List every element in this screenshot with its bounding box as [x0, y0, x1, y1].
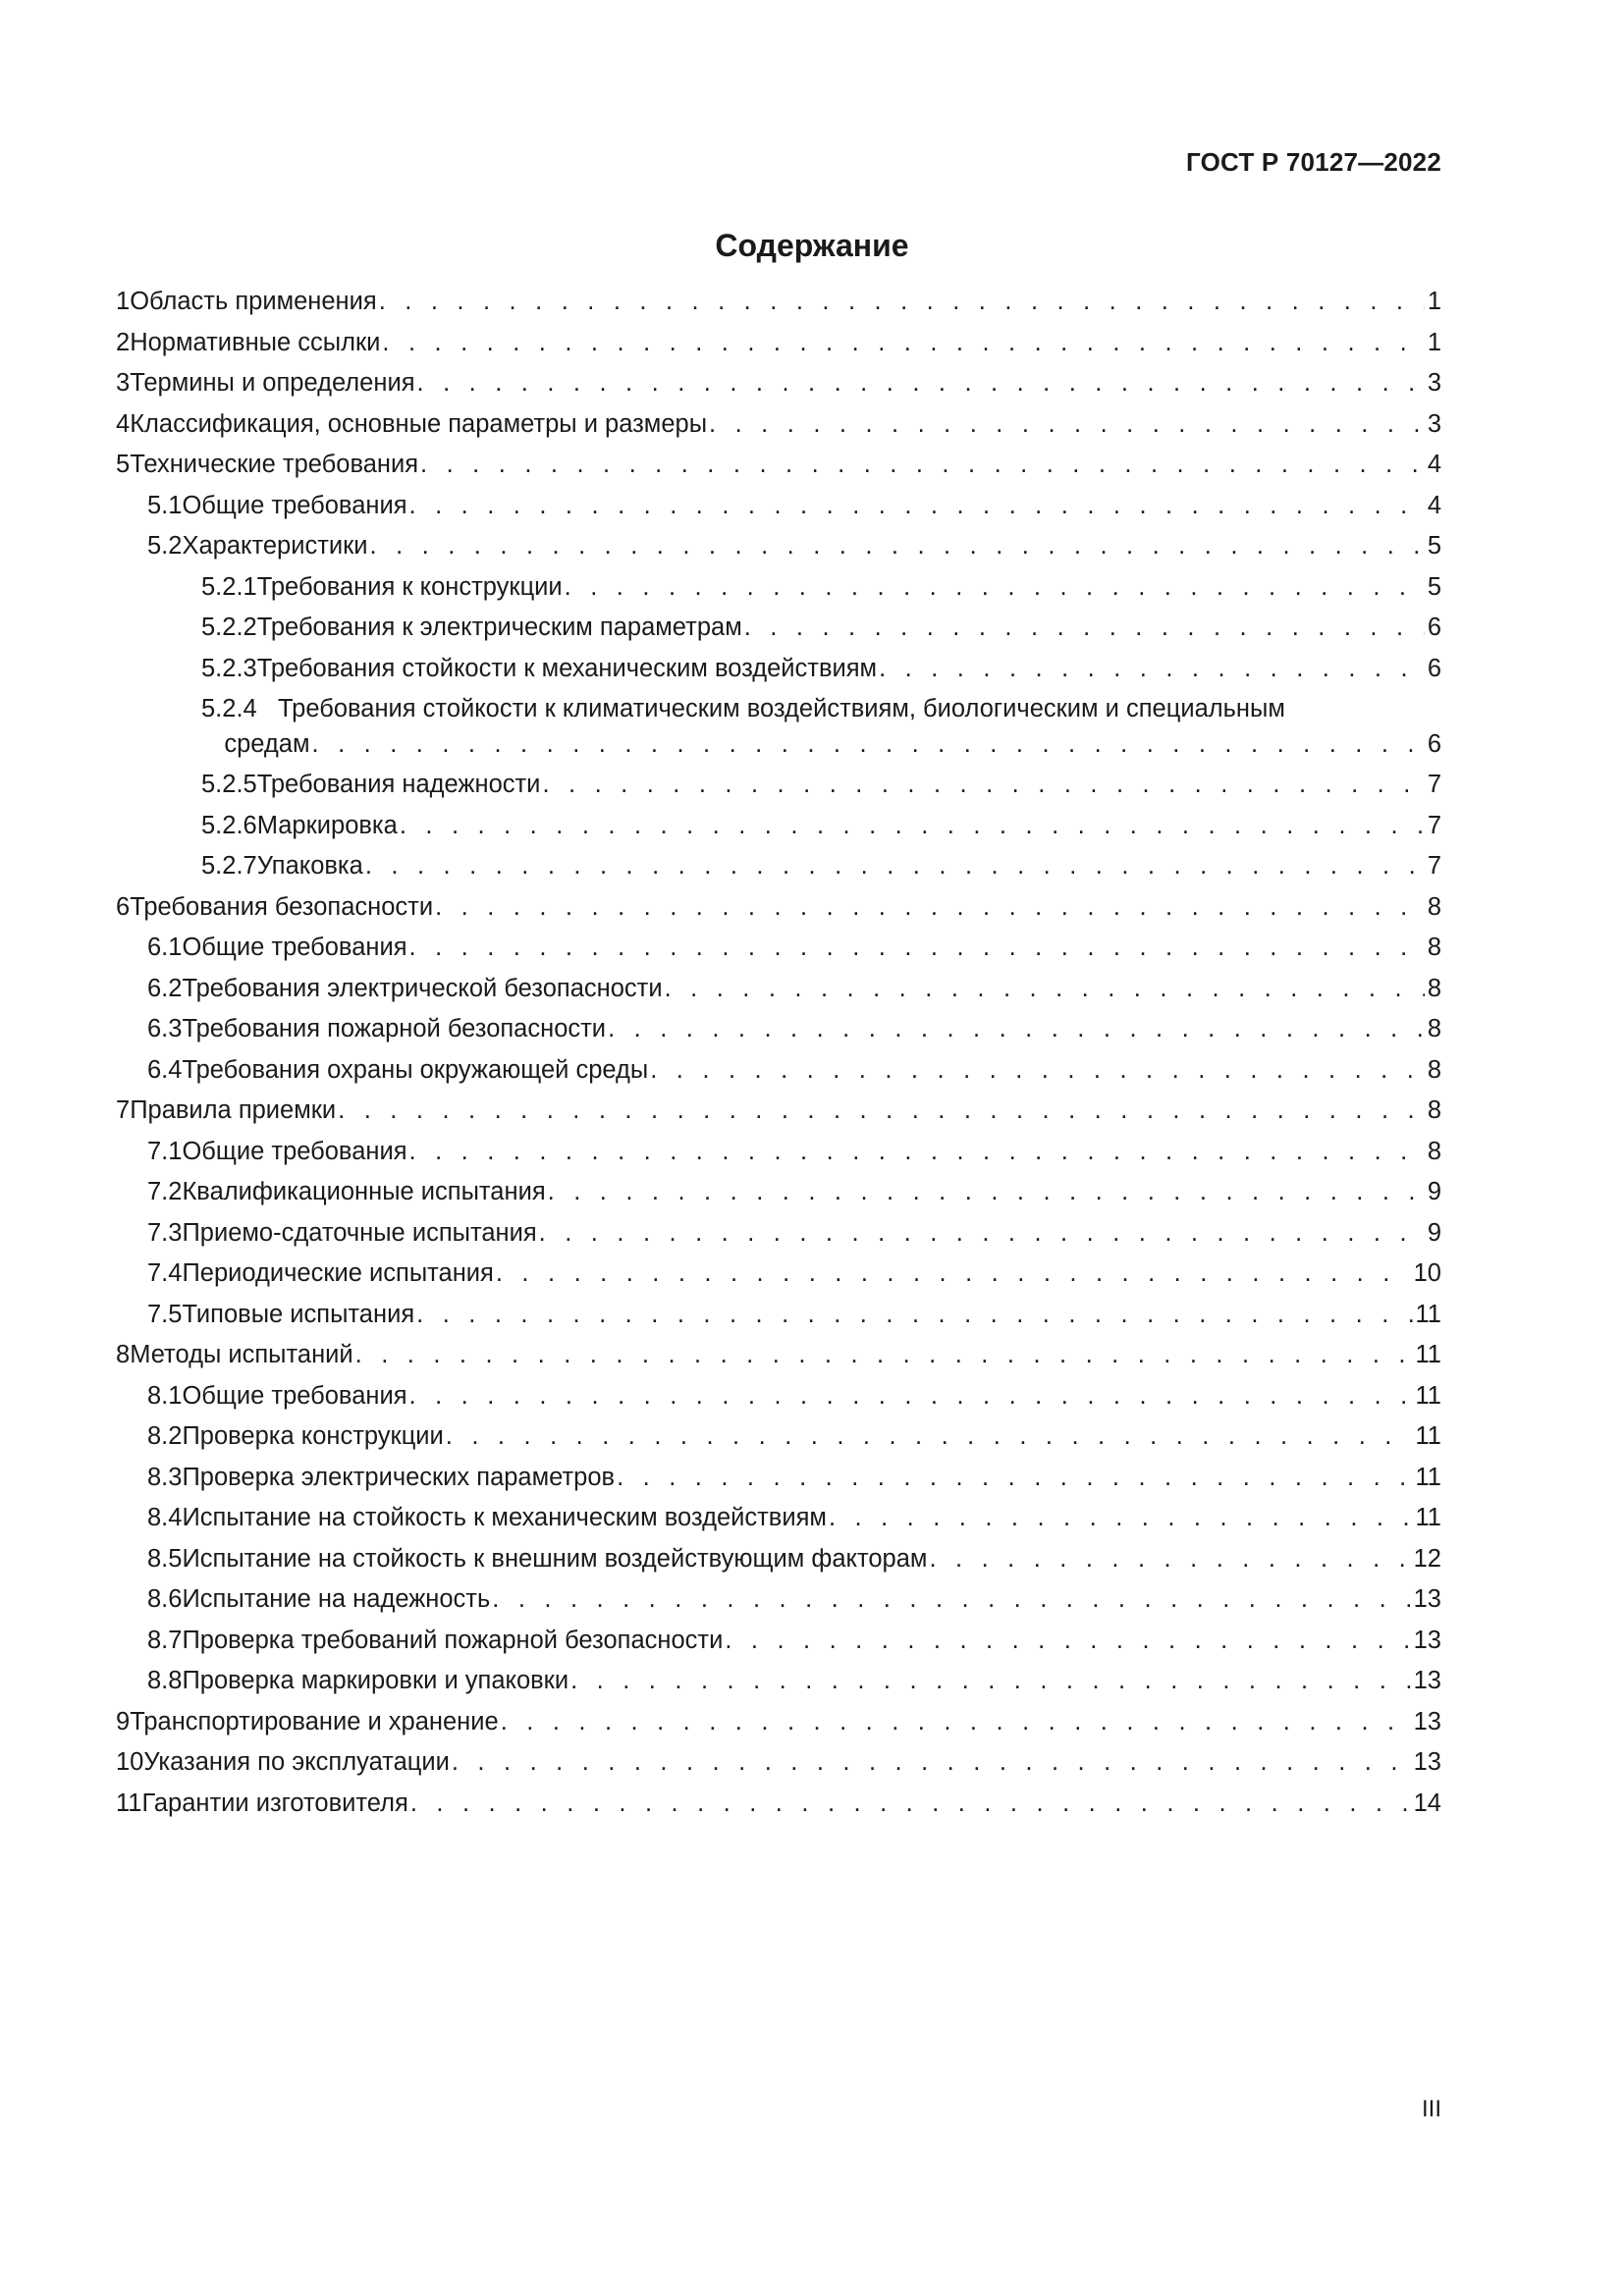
toc-entry-page: 8 — [1427, 934, 1441, 961]
toc-entry-page: 8 — [1427, 1015, 1441, 1042]
toc-entry[interactable] — [116, 1422, 1441, 1464]
toc-entry-number: 7.2 — [147, 1178, 183, 1205]
toc-dot-leader — [338, 1096, 1425, 1124]
toc-entry-page: 5 — [1427, 532, 1441, 560]
toc-entry[interactable] — [116, 329, 1441, 370]
toc-entry[interactable] — [116, 934, 1441, 975]
toc-dot-leader — [501, 1708, 1411, 1735]
toc-entry[interactable] — [116, 369, 1441, 410]
toc-entry-number: 5 — [116, 451, 131, 478]
toc-entry-title: Маркировка — [256, 811, 398, 839]
toc-entry-number: 10 — [116, 1748, 144, 1776]
toc-dot-leader — [400, 812, 1425, 839]
toc-dot-leader — [617, 1464, 1412, 1491]
toc-dot-leader — [744, 614, 1425, 641]
toc-entry-title: Нормативные ссылки — [130, 328, 381, 356]
toc-entry[interactable] — [116, 492, 1441, 533]
toc-entry-title: Общие требования — [182, 934, 407, 961]
toc-entry-page: 12 — [1413, 1544, 1441, 1573]
toc-entry-number: 7.1 — [147, 1137, 183, 1165]
toc-entry-page: 11 — [1415, 1422, 1441, 1450]
toc-entry-page: 8 — [1427, 974, 1441, 1002]
toc-dot-leader — [709, 410, 1425, 438]
toc-entry[interactable] — [116, 1382, 1441, 1423]
toc-dot-leader — [496, 1259, 1411, 1287]
toc-entry-number: 11 — [116, 1789, 142, 1817]
toc-entry-page: 11 — [1415, 1504, 1441, 1531]
toc-entry-page: 7 — [1427, 852, 1441, 880]
toc-entry-page: 9 — [1427, 1218, 1441, 1247]
toc-dot-leader — [548, 1178, 1425, 1205]
toc-entry-number: 8.1 — [147, 1381, 183, 1410]
toc-entry-page: 10 — [1413, 1259, 1441, 1287]
toc-entry-title: Общие требования — [182, 1137, 407, 1165]
toc-entry-number: 7.5 — [147, 1300, 183, 1328]
toc-entry-title: Общие требования — [182, 491, 407, 519]
toc-dot-leader — [409, 934, 1425, 961]
toc-entry-number: 8.7 — [147, 1626, 183, 1654]
toc-entry-number: 8.3 — [147, 1463, 183, 1491]
toc-entry-page: 11 — [1415, 1300, 1441, 1328]
toc-entry-title: Испытание на стойкость к внешним воздействующим факторам — [182, 1544, 928, 1573]
toc-entry-title: Требования пожарной безопасности — [182, 1015, 607, 1042]
toc-entry-title: Требования надежности — [256, 771, 541, 798]
toc-entry[interactable] — [116, 655, 1441, 696]
toc-entry-number: 5.2.4 — [201, 695, 257, 722]
toc-entry-number: 5.1 — [147, 491, 183, 519]
page-title: Содержание — [715, 228, 909, 263]
toc-entry-page: 4 — [1427, 451, 1441, 478]
toc-entry[interactable] — [116, 1341, 1441, 1382]
toc-entry[interactable] — [116, 1667, 1441, 1708]
toc-entry-number: 8.6 — [147, 1585, 183, 1613]
toc-entry-page: 6 — [1427, 730, 1441, 758]
toc-dot-leader — [409, 492, 1425, 519]
toc-dot-leader — [570, 1667, 1411, 1694]
toc-entry-title: Транспортирование и хранение — [130, 1707, 499, 1735]
toc-dot-leader — [446, 1422, 1413, 1450]
toc-entry[interactable] — [116, 451, 1441, 492]
toc-dot-leader — [312, 730, 1425, 758]
toc-entry-page: 13 — [1413, 1748, 1441, 1776]
toc-entry[interactable] — [116, 573, 1441, 614]
toc-entry-page: 4 — [1427, 491, 1441, 519]
toc-entry-number: 5.2.7 — [201, 852, 257, 880]
toc-entry[interactable] — [116, 1748, 1441, 1789]
page-number: III — [1421, 2096, 1441, 2122]
toc-entry[interactable] — [116, 1504, 1441, 1545]
toc-dot-leader — [665, 975, 1425, 1002]
toc-entry[interactable] — [116, 893, 1441, 934]
toc-entry-page: 6 — [1427, 654, 1441, 682]
toc-dot-leader — [409, 1138, 1425, 1165]
toc-entry-number: 8.5 — [147, 1544, 183, 1573]
toc-entry[interactable] — [116, 1585, 1441, 1627]
toc-entry[interactable] — [116, 614, 1441, 655]
toc-entry-number: 4 — [116, 409, 131, 438]
toc-entry-number: 5.2 — [147, 532, 183, 560]
toc-entry-title: Требования электрической безопасности — [182, 974, 663, 1002]
toc-entry-number: 5.2.1 — [201, 572, 257, 601]
toc-entry-number: 5.2.6 — [201, 811, 257, 839]
toc-entry[interactable] — [116, 1708, 1441, 1749]
toc-entry-page: 3 — [1427, 409, 1441, 438]
toc-entry-title: Указания по эксплуатации — [143, 1748, 450, 1776]
toc-entry-number: 6.4 — [147, 1055, 183, 1084]
toc-entry[interactable] — [116, 1627, 1441, 1668]
toc-entry[interactable] — [116, 1056, 1441, 1097]
toc-entry-number: 2 — [116, 328, 131, 356]
toc-dot-leader — [420, 451, 1425, 478]
toc-entry-page: 3 — [1427, 369, 1441, 397]
toc-entry-number: 5.2.3 — [201, 654, 257, 682]
toc-dot-leader — [379, 288, 1425, 315]
toc-dot-leader — [370, 532, 1425, 560]
toc-dot-leader — [725, 1627, 1410, 1654]
toc-entry-page: 13 — [1413, 1667, 1441, 1694]
toc-entry-page: 7 — [1427, 811, 1441, 839]
toc-entry-title: Область применения — [130, 288, 377, 315]
toc-dot-leader — [355, 1341, 1413, 1368]
document-code: ГОСТ Р 70127—2022 — [1186, 147, 1441, 177]
toc-dot-leader — [542, 771, 1424, 798]
toc-entry-title: Характеристики — [182, 532, 368, 560]
toc-entry-title: Технические требования — [130, 451, 419, 478]
toc-entry-number: 5.2.5 — [201, 771, 257, 798]
toc-entry[interactable] — [116, 1464, 1441, 1505]
toc-entry[interactable] — [116, 532, 1441, 573]
toc-entry[interactable] — [116, 852, 1441, 893]
toc-entry[interactable] — [116, 1301, 1441, 1342]
toc-entry-page: 11 — [1415, 1381, 1441, 1410]
toc-entry-title: Методы испытаний — [130, 1341, 353, 1368]
toc-entry-title: Классификация, основные параметры и размеры — [130, 409, 708, 438]
toc-entry-page: 8 — [1427, 1137, 1441, 1165]
toc-entry[interactable] — [116, 1219, 1441, 1260]
toc-entry-title: Проверка маркировки и упаковки — [182, 1667, 569, 1694]
toc-entry-title: Испытание на надежность — [182, 1585, 491, 1613]
toc-dot-leader — [879, 655, 1425, 682]
toc-entry-number: 8 — [116, 1341, 131, 1368]
toc-entry-number: 7 — [116, 1096, 131, 1124]
toc-entry-title: Упаковка — [256, 852, 363, 880]
toc-entry-title: Требования стойкости к климатическим воздействиям, биологическим и специальным — [278, 695, 1285, 722]
toc-entry-title: Гарантии изготовителя — [141, 1789, 408, 1817]
toc-entry-number: 6.2 — [147, 974, 183, 1002]
toc-entry-title: Проверка конструкции — [182, 1422, 444, 1450]
toc-entry-page: 9 — [1427, 1178, 1441, 1205]
toc-entry-page: 11 — [1415, 1463, 1441, 1491]
toc-entry-number: 5.2.2 — [201, 614, 257, 641]
toc-entry-title: Требования к электрическим параметрам — [256, 614, 742, 641]
toc-dot-leader — [365, 852, 1425, 880]
toc-entry-title: Требования охраны окружающей среды — [182, 1055, 649, 1084]
toc-entry[interactable] — [116, 288, 1441, 329]
toc-entry-number: 6 — [116, 892, 131, 921]
table-of-contents — [116, 288, 1441, 1830]
toc-entry-title: Требования стойкости к механическим воздействиям — [256, 654, 878, 682]
toc-entry[interactable] — [116, 1138, 1441, 1179]
toc-entry-number: 7.3 — [147, 1218, 183, 1247]
toc-entry-page: 6 — [1427, 614, 1441, 641]
toc-entry-title-continuation: средам — [224, 730, 310, 758]
toc-entry-page: 7 — [1427, 771, 1441, 798]
toc-entry[interactable] — [116, 1545, 1441, 1586]
toc-entry-page: 11 — [1415, 1341, 1441, 1368]
toc-entry-page: 1 — [1427, 328, 1441, 356]
toc-dot-leader — [410, 1789, 1411, 1817]
toc-entry-page: 8 — [1427, 892, 1441, 921]
toc-entry[interactable] — [116, 1259, 1441, 1301]
toc-entry[interactable] — [116, 771, 1441, 812]
toc-entry-title: Проверка электрических параметров — [182, 1463, 616, 1491]
toc-dot-leader — [650, 1056, 1425, 1084]
toc-entry-page: 8 — [1427, 1096, 1441, 1124]
toc-entry[interactable] — [116, 410, 1441, 452]
toc-dot-leader — [435, 893, 1425, 921]
toc-entry-number: 9 — [116, 1707, 131, 1735]
toc-dot-leader — [417, 369, 1425, 397]
toc-entry-title: Типовые испытания — [182, 1300, 415, 1328]
toc-entry-title: Проверка требований пожарной безопасности — [182, 1626, 724, 1654]
toc-entry-page: 13 — [1413, 1585, 1441, 1613]
toc-entry-number: 3 — [116, 369, 131, 397]
toc-entry-number: 1 — [116, 288, 131, 315]
toc-dot-leader — [829, 1504, 1413, 1531]
toc-entry[interactable] — [116, 695, 1441, 771]
toc-entry-page: 13 — [1413, 1626, 1441, 1654]
toc-entry-title: Периодические испытания — [182, 1259, 494, 1287]
toc-entry-page: 8 — [1427, 1055, 1441, 1084]
toc-entry[interactable] — [116, 1015, 1441, 1056]
toc-entry[interactable] — [116, 1178, 1441, 1219]
toc-entry-page: 1 — [1427, 288, 1441, 315]
toc-entry[interactable] — [116, 1096, 1441, 1138]
toc-entry[interactable] — [116, 1789, 1441, 1831]
toc-entry-number: 8.8 — [147, 1667, 183, 1694]
toc-dot-leader — [608, 1015, 1425, 1042]
toc-dot-leader — [929, 1545, 1410, 1573]
toc-entry-page: 5 — [1427, 572, 1441, 601]
toc-entry-number: 6.3 — [147, 1015, 183, 1042]
toc-entry[interactable] — [116, 812, 1441, 853]
toc-dot-leader — [409, 1382, 1413, 1410]
toc-dot-leader — [382, 329, 1424, 356]
toc-dot-leader — [539, 1219, 1425, 1247]
toc-entry-title: Квалификационные испытания — [182, 1178, 546, 1205]
toc-entry-title: Требования безопасности — [130, 892, 434, 921]
toc-entry-title: Испытание на стойкость к механическим воздействиям — [182, 1504, 827, 1531]
toc-entry-title: Требования к конструкции — [256, 572, 563, 601]
toc-entry-number: 8.2 — [147, 1422, 183, 1450]
toc-entry-title: Общие требования — [182, 1381, 407, 1410]
toc-entry-title: Термины и определения — [130, 369, 415, 397]
toc-entry-number: 7.4 — [147, 1259, 183, 1287]
toc-entry-page: 14 — [1413, 1789, 1441, 1817]
toc-entry-title: Приемо-сдаточные испытания — [182, 1218, 537, 1247]
toc-entry-number: 6.1 — [147, 934, 183, 961]
toc-dot-leader — [492, 1585, 1410, 1613]
toc-dot-leader — [452, 1748, 1411, 1776]
toc-entry[interactable] — [116, 975, 1441, 1016]
toc-entry-title: Правила приемки — [130, 1096, 337, 1124]
toc-dot-leader — [565, 573, 1425, 601]
toc-dot-leader — [416, 1301, 1412, 1328]
toc-entry-number: 8.4 — [147, 1504, 183, 1531]
toc-entry-page: 13 — [1413, 1707, 1441, 1735]
